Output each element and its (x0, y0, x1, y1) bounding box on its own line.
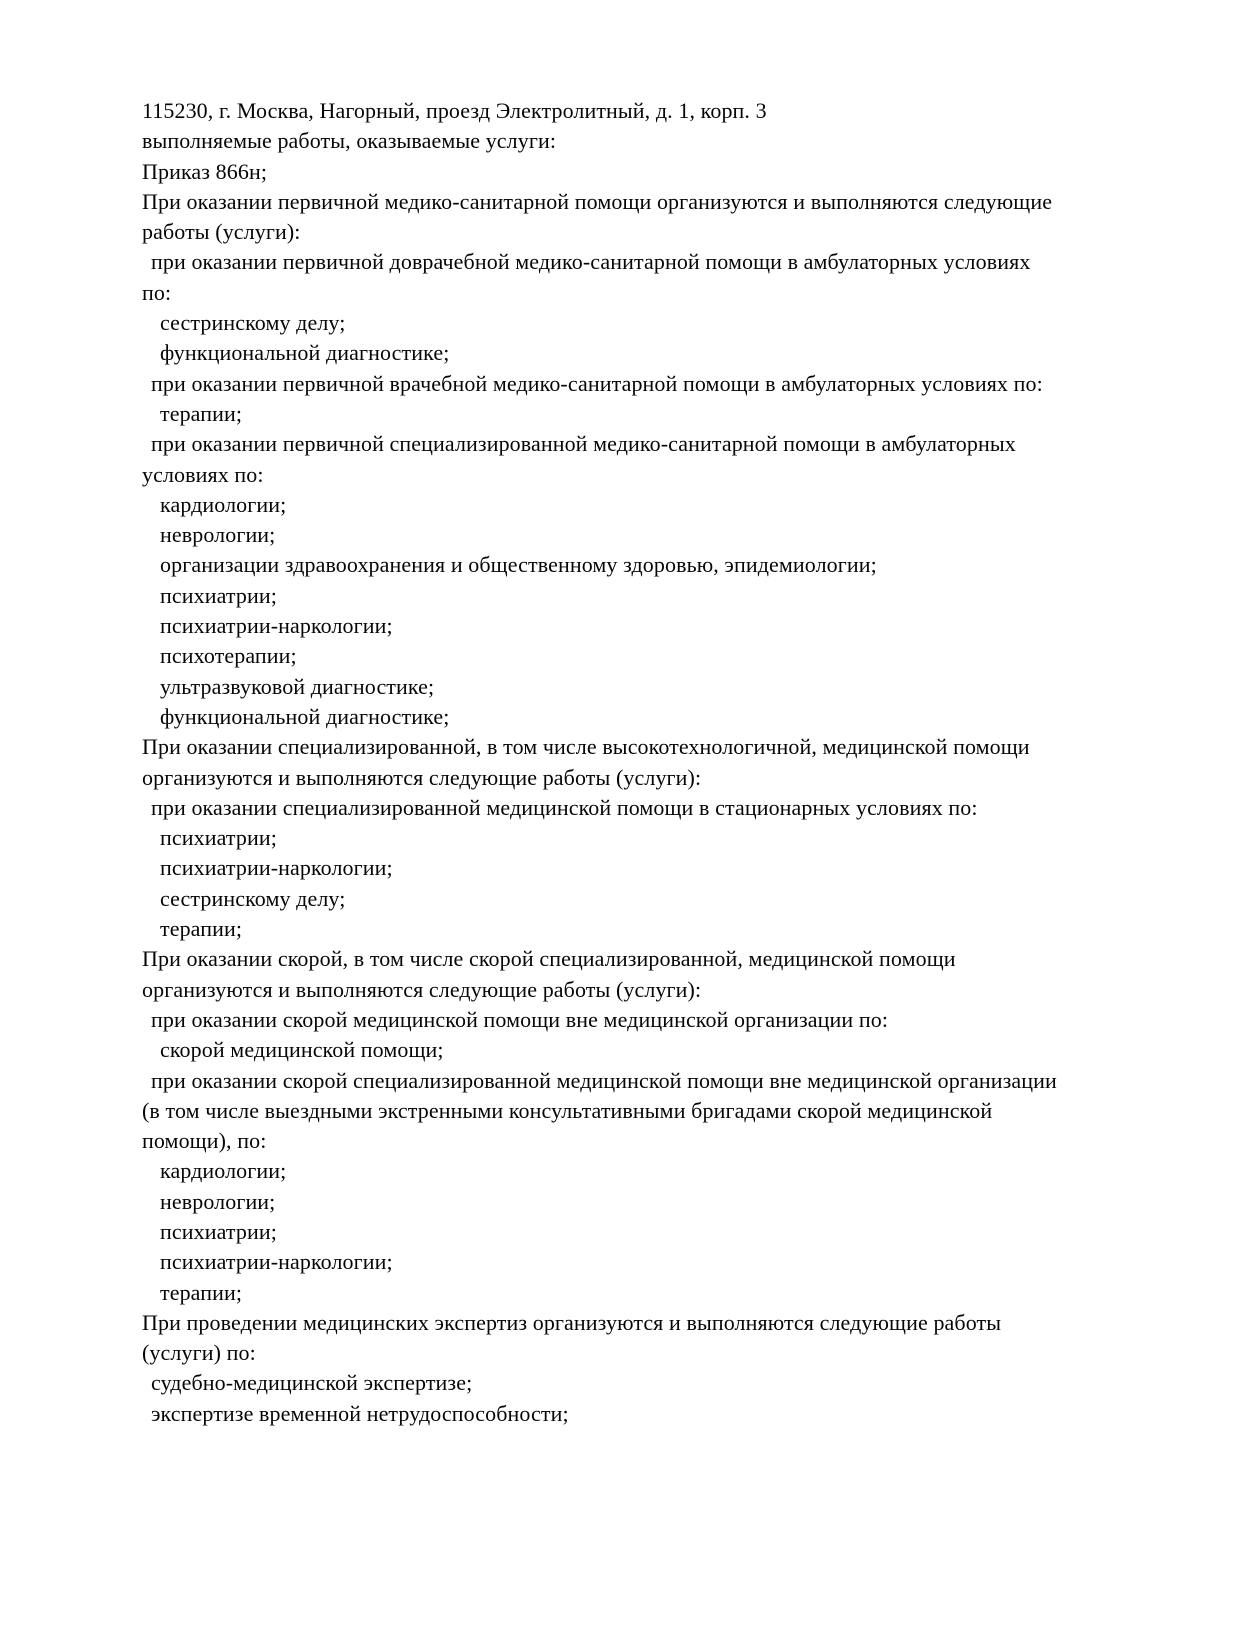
text-line: условиях по: (142, 461, 264, 487)
text-line: психиатрии-наркологии; (160, 613, 393, 639)
text-line: терапии; (160, 400, 243, 426)
text-line: функциональной диагностике; (160, 703, 450, 729)
text-line: Приказ 866н; (142, 158, 268, 184)
text-line: работы (услуги): (142, 219, 301, 245)
text-line: психиатрии; (160, 1218, 277, 1244)
text-line: кардиологии; (160, 1158, 287, 1184)
text-line: скорой медицинской помощи; (160, 1037, 444, 1063)
text-line: При оказании специализированной, в том числе высокотехнологичной, медицинской помощи (142, 734, 1030, 760)
text-line: неврологии; (160, 522, 276, 548)
text-line: экспертизе временной нетрудоспособности; (151, 1400, 569, 1426)
text-line: неврологии; (160, 1188, 276, 1214)
text-line: ультразвуковой диагностике; (160, 673, 435, 699)
text-line: при оказании первичной доврачебной медико-санитарной помощи в амбулаторных условиях (151, 249, 1031, 275)
text-line: при оказании скорой медицинской помощи вне медицинской организации по: (151, 1006, 889, 1032)
text-line: организуются и выполняются следующие работы (услуги): (142, 976, 702, 1002)
text-line: организуются и выполняются следующие работы (услуги): (142, 764, 702, 790)
text-line: при оказании первичной специализированной медико-санитарной помощи в амбулаторных (151, 431, 1016, 457)
text-line: при оказании скорой специализированной медицинской помощи вне медицинской организации (151, 1067, 1057, 1093)
text-line: кардиологии; (160, 491, 287, 517)
text-line: функциональной диагностике; (160, 340, 450, 366)
license-works-text-block (142, 96, 1132, 1429)
text-line: помощи), по: (142, 1128, 267, 1154)
text-line: сестринскому делу; (160, 310, 346, 336)
text-line: (в том числе выездными экстренными консультативными бригадами скорой медицинской (142, 1097, 993, 1123)
text-line: При оказании первичной медико-санитарной помощи организуются и выполняются следующие (142, 188, 1053, 214)
text-line: При проведении медицинских экспертиз организуются и выполняются следующие работы (142, 1309, 1002, 1335)
text-line: 115230, г. Москва, Нагорный, проезд Электролитный, д. 1, корп. 3 (142, 98, 767, 123)
text-line: при оказании специализированной медицинской помощи в стационарных условиях по: (151, 794, 978, 820)
text-line: (услуги) по: (142, 1340, 256, 1366)
text-line: выполняемые работы, оказываемые услуги: (142, 128, 557, 154)
text-line: психиатрии-наркологии; (160, 1249, 393, 1275)
text-line: сестринскому делу; (160, 885, 346, 911)
text-line: При оказании скорой, в том числе скорой специализированной, медицинской помощи (142, 946, 956, 972)
text-line: терапии; (160, 1279, 243, 1305)
text-line: судебно-медицинской экспертизе; (151, 1370, 473, 1396)
text-line: психотерапии; (160, 643, 297, 669)
text-line: психиатрии; (160, 825, 277, 851)
text-line: организации здравоохранения и общественному здоровью, эпидемиологии; (160, 552, 877, 578)
text-line: по: (142, 279, 172, 305)
text-line: терапии; (160, 916, 243, 942)
text-line: при оказании первичной врачебной медико-санитарной помощи в амбулаторных условиях по: (151, 370, 1043, 396)
text-line: психиатрии; (160, 582, 277, 608)
text-line: психиатрии-наркологии; (160, 855, 393, 881)
